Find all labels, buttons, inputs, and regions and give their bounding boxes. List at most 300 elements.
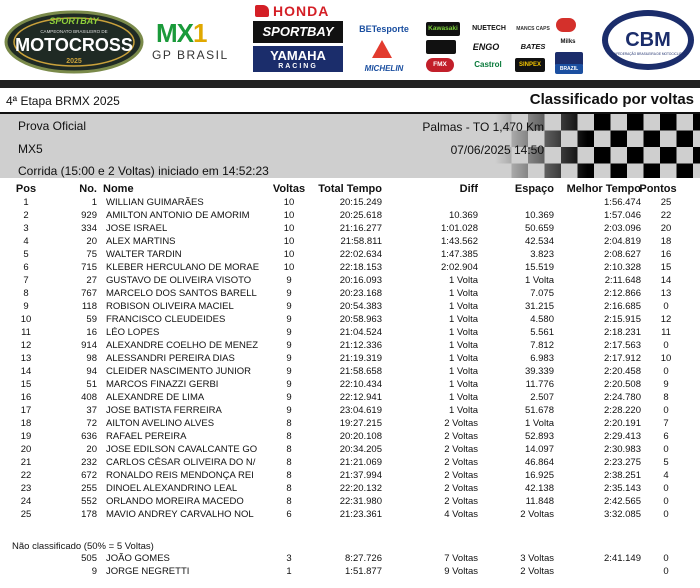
table-row xyxy=(0,443,700,456)
cell-no: 98 xyxy=(86,353,97,364)
cell-total: 19:27.215 xyxy=(339,418,382,429)
cell-total: 20:58.963 xyxy=(339,314,382,325)
cell-melhor: 2:15.915 xyxy=(604,314,641,325)
cbm-logo xyxy=(600,8,696,72)
table-row xyxy=(0,261,700,274)
not-classified-table-body xyxy=(0,552,700,578)
cell-espaco: 3 Voltas xyxy=(520,553,554,564)
cell-espaco: 31.215 xyxy=(524,301,554,312)
table-row xyxy=(0,565,700,578)
cell-melhor: 2:20.191 xyxy=(604,418,641,429)
event-header xyxy=(0,88,700,112)
nuetech-logo: NUETECH xyxy=(472,25,506,32)
honda-wing-icon xyxy=(255,5,269,17)
sinpex-logo: SINPEX xyxy=(515,58,545,72)
cell-name: AILTON AVELINO ALVES xyxy=(106,418,215,429)
cell-diff: 2:02.904 xyxy=(441,262,478,273)
cell-pontos: 0 xyxy=(663,509,669,520)
cell-no: 1 xyxy=(91,197,97,208)
cell-total: 20:34.205 xyxy=(339,444,382,455)
cell-name: JORGE NEGRETTI xyxy=(106,566,190,577)
cell-pontos: 4 xyxy=(663,470,669,481)
cell-melhor: 2:17.563 xyxy=(604,340,641,351)
cell-melhor: 2:24.780 xyxy=(604,392,641,403)
cell-name: DINOEL ALEXANDRINO LEAL xyxy=(106,483,238,494)
cell-pos: 16 xyxy=(20,392,32,403)
cell-espaco: 11.848 xyxy=(525,496,554,507)
race-info-panel xyxy=(0,112,700,178)
cell-name: MARCOS FINAZZI GERBI xyxy=(106,379,219,390)
cell-diff: 1:01.028 xyxy=(441,223,478,234)
cell-melhor: 2:42.565 xyxy=(604,496,641,507)
cell-voltas: 10 xyxy=(283,223,295,234)
cell-pos: 17 xyxy=(20,405,32,416)
table-row xyxy=(0,552,700,565)
cell-voltas: 9 xyxy=(286,327,292,338)
cell-no: 20 xyxy=(86,236,97,247)
cell-pos: 24 xyxy=(20,496,32,507)
cell-no: 20 xyxy=(86,444,97,455)
col-header-no: No. xyxy=(79,183,97,195)
prova-label: Prova Oficial xyxy=(18,119,87,133)
cell-name: ALEXANDRE COELHO DE MENEZ xyxy=(106,340,259,351)
cell-pontos: 7 xyxy=(663,418,669,429)
cell-no: 334 xyxy=(81,223,97,234)
cell-pos: 2 xyxy=(23,210,29,221)
event-title: 4ª Etapa BRMX 2025 xyxy=(6,94,120,108)
table-row xyxy=(0,508,700,521)
table-row xyxy=(0,300,700,313)
cell-name: JOSE EDILSON CAVALCANTE GO xyxy=(106,444,258,455)
cell-melhor: 2:16.685 xyxy=(604,301,641,312)
cell-espaco: 51.678 xyxy=(524,405,554,416)
cell-pos: 14 xyxy=(20,366,32,377)
cell-voltas: 8 xyxy=(286,470,292,481)
cell-melhor: 2:20.508 xyxy=(604,379,641,390)
cell-pos: 9 xyxy=(23,301,29,312)
table-row xyxy=(0,404,700,417)
cell-pontos: 16 xyxy=(660,249,672,260)
cell-total: 22:18.153 xyxy=(339,262,382,273)
cell-no: 636 xyxy=(81,431,97,442)
cell-voltas: 9 xyxy=(286,392,292,403)
cell-melhor: 2:28.220 xyxy=(604,405,641,416)
cell-melhor: 2:17.912 xyxy=(604,353,641,364)
cell-pontos: 10 xyxy=(660,353,672,364)
cell-no: 75 xyxy=(86,249,97,260)
cell-name: ALESSANDRI PEREIRA DIAS xyxy=(106,353,235,364)
cell-pos: 6 xyxy=(23,262,29,273)
cell-espaco: 42.138 xyxy=(524,483,554,494)
table-row xyxy=(0,378,700,391)
results-table-body xyxy=(0,196,700,521)
col-header-espaco: Espaço xyxy=(514,183,554,195)
cell-voltas: 9 xyxy=(286,301,292,312)
cell-pontos: 20 xyxy=(660,223,672,234)
logo-sportbay-text: SPORTBAY xyxy=(49,16,99,26)
cell-pos: 20 xyxy=(20,444,32,455)
cell-name: JOÃO GOMES xyxy=(106,553,170,564)
cell-no: 118 xyxy=(81,301,97,312)
cell-total: 21:16.277 xyxy=(339,223,382,234)
cell-pontos: 0 xyxy=(663,553,669,564)
cell-diff: 9 Voltas xyxy=(444,566,478,577)
cell-name: ALEX MARTINS xyxy=(106,236,176,247)
sponsor-badge-1 xyxy=(426,40,456,54)
motocross-championship-logo xyxy=(4,8,144,74)
cell-espaco: 52.893 xyxy=(524,431,554,442)
cell-pontos: 9 xyxy=(663,379,669,390)
honda-text: HONDA xyxy=(273,3,330,19)
table-row xyxy=(0,469,700,482)
cell-melhor: 2:38.251 xyxy=(604,470,641,481)
betesporte-logo: BETesporte xyxy=(359,24,409,34)
cell-melhor: 2:41.149 xyxy=(604,553,641,564)
table-row xyxy=(0,313,700,326)
cbm-text: CBM xyxy=(625,29,671,51)
cell-pos: 11 xyxy=(21,327,31,338)
cell-espaco: 3.823 xyxy=(530,249,554,260)
cell-name: KLEBER HERCULANO DE MORAE xyxy=(106,262,260,273)
cell-name: LÉO LOPES xyxy=(106,327,160,338)
cell-diff: 1 Volta xyxy=(448,392,478,403)
cell-melhor: 2:11.648 xyxy=(604,275,641,286)
cell-espaco: 39.339 xyxy=(524,366,554,377)
cell-voltas: 8 xyxy=(286,483,292,494)
cell-pontos: 0 xyxy=(663,301,669,312)
cell-melhor: 2:23.275 xyxy=(604,457,641,468)
cell-no: 94 xyxy=(86,366,97,377)
cell-total: 21:37.994 xyxy=(339,470,382,481)
cell-name: WILLIAN GUIMARÃES xyxy=(106,197,204,208)
table-row xyxy=(0,417,700,430)
cell-melhor: 2:35.143 xyxy=(604,483,641,494)
cell-diff: 1 Volta xyxy=(448,340,478,351)
cell-pos: 1 xyxy=(23,197,29,208)
cell-diff: 4 Voltas xyxy=(444,509,478,520)
cell-diff: 1 Volta xyxy=(448,314,478,325)
cell-voltas: 9 xyxy=(286,340,292,351)
fmx-logo: FMX xyxy=(426,58,454,72)
cell-pontos: 5 xyxy=(663,457,669,468)
cell-total: 22:12.941 xyxy=(339,392,382,403)
kawasaki-logo: Kawasaki xyxy=(426,22,460,36)
cell-voltas: 9 xyxy=(286,314,292,325)
cell-total: 21:58.811 xyxy=(340,236,382,247)
col-header-total: Total Tempo xyxy=(318,183,382,195)
cell-pos: 3 xyxy=(23,223,29,234)
cell-melhor: 1:57.046 xyxy=(604,210,641,221)
table-row xyxy=(0,430,700,443)
cell-voltas: 10 xyxy=(283,262,295,273)
table-row xyxy=(0,222,700,235)
cell-no: 255 xyxy=(81,483,97,494)
cell-espaco: 46.864 xyxy=(524,457,554,468)
cell-diff: 2 Voltas xyxy=(444,483,478,494)
table-row xyxy=(0,248,700,261)
castrol-logo: Castrol xyxy=(474,60,502,69)
cell-pos: 18 xyxy=(20,418,32,429)
cell-name: ORLANDO MOREIRA MACEDO xyxy=(106,496,244,507)
cell-name: WALTER TARDIN xyxy=(106,249,182,260)
cell-no: 408 xyxy=(81,392,97,403)
cell-voltas: 8 xyxy=(286,431,292,442)
report-type-title: Classificado por voltas xyxy=(529,91,694,108)
cell-espaco: 2 Voltas xyxy=(520,509,554,520)
cell-voltas: 10 xyxy=(283,210,295,221)
venue-label: Palmas - TO 1,470 Km xyxy=(422,120,544,134)
cell-diff: 1:43.562 xyxy=(441,236,478,247)
cell-pos: 22 xyxy=(20,470,32,481)
cell-pontos: 0 xyxy=(663,566,669,577)
table-row xyxy=(0,235,700,248)
cell-voltas: 10 xyxy=(283,197,295,208)
table-row xyxy=(0,482,700,495)
cell-diff: 1 Volta xyxy=(448,405,478,416)
cell-espaco: 7.075 xyxy=(530,288,554,299)
cell-espaco: 1 Volta xyxy=(524,418,554,429)
cell-total: 8:27.726 xyxy=(345,553,382,564)
honda-logo xyxy=(255,3,355,19)
cell-total: 21:04.524 xyxy=(339,327,382,338)
cell-name: RAFAEL PEREIRA xyxy=(106,431,187,442)
cell-pos: 12 xyxy=(20,340,32,351)
cell-no: 929 xyxy=(81,210,97,221)
cell-pos: 15 xyxy=(20,379,32,390)
cell-pos: 4 xyxy=(23,236,29,247)
cell-espaco: 14.097 xyxy=(524,444,554,455)
yamaha-logo xyxy=(253,46,343,72)
yamaha-racing-text: RACING xyxy=(278,63,318,70)
cell-pontos: 0 xyxy=(663,483,669,494)
col-header-pos: Pos xyxy=(15,183,37,195)
milks-logo: Milks xyxy=(560,39,576,45)
cell-pos: 23 xyxy=(20,483,32,494)
cell-pontos: 14 xyxy=(660,275,672,286)
cell-pontos: 15 xyxy=(660,262,672,273)
col-header-name: Nome xyxy=(103,183,134,195)
table-row xyxy=(0,287,700,300)
cell-pontos: 22 xyxy=(660,210,672,221)
cell-diff: 2 Voltas xyxy=(444,418,478,429)
cell-pos: 25 xyxy=(20,509,32,520)
cell-total: 21:21.069 xyxy=(339,457,382,468)
cell-pos: 21 xyxy=(20,457,32,468)
cell-total: 21:12.336 xyxy=(339,340,382,351)
sponsor-round-logo xyxy=(556,18,576,32)
cell-total: 20:23.168 xyxy=(339,288,382,299)
cell-espaco: 10.369 xyxy=(524,210,554,221)
mx1-one-text: 1 xyxy=(193,18,207,48)
cell-pos: 13 xyxy=(20,353,32,364)
cell-pontos: 0 xyxy=(663,340,669,351)
table-row xyxy=(0,196,700,209)
cell-no: 505 xyxy=(81,553,97,564)
cell-name: ALEXANDRE DE LIMA xyxy=(106,392,205,403)
bates-logo: BATES xyxy=(520,42,546,51)
cell-pontos: 11 xyxy=(661,327,671,338)
col-header-diff: Diff xyxy=(459,183,478,195)
cell-melhor: 2:10.328 xyxy=(604,262,641,273)
cell-voltas: 3 xyxy=(286,553,292,564)
brazil-logo: BRAZIL xyxy=(555,64,583,74)
cell-voltas: 1 xyxy=(286,566,292,577)
cell-voltas: 10 xyxy=(283,249,295,260)
cell-diff: 7 Voltas xyxy=(444,553,478,564)
warning-triangle-icon xyxy=(372,40,392,58)
cell-pontos: 0 xyxy=(663,496,669,507)
cell-total: 21:19.319 xyxy=(339,353,382,364)
cell-voltas: 10 xyxy=(283,236,295,247)
cell-diff: 10.369 xyxy=(448,210,478,221)
cell-melhor: 3:32.085 xyxy=(604,509,641,520)
cell-pontos: 8 xyxy=(663,392,669,403)
cell-espaco: 42.534 xyxy=(524,236,554,247)
table-row xyxy=(0,456,700,469)
cell-pontos: 25 xyxy=(660,197,672,208)
cell-name: GUSTAVO DE OLIVEIRA VISOTO xyxy=(106,275,252,286)
cell-name: JOSE ISRAEL xyxy=(106,223,168,234)
cell-espaco: 16.925 xyxy=(524,470,554,481)
michelin-logo: MICHELIN xyxy=(364,64,404,73)
sponsor-banner xyxy=(0,0,700,80)
col-header-melhor: Melhor Tempo xyxy=(566,183,641,195)
cell-no: 51 xyxy=(86,379,97,390)
cell-voltas: 9 xyxy=(286,405,292,416)
cell-total: 1:51.877 xyxy=(345,566,382,577)
cell-espaco: 2 Voltas xyxy=(520,566,554,577)
mx1-gp-brasil-text: GP BRASIL xyxy=(152,48,229,62)
cell-voltas: 6 xyxy=(286,509,292,520)
cell-name: CARLOS CÉSAR OLIVEIRA DO N/ xyxy=(106,457,256,468)
cell-voltas: 8 xyxy=(286,418,292,429)
cell-no: 715 xyxy=(81,262,97,273)
cell-espaco: 5.561 xyxy=(530,327,554,338)
sportbay-logo: SPORTBAY xyxy=(253,21,343,43)
cell-name: JOSE BATISTA FERREIRA xyxy=(106,405,222,416)
table-row xyxy=(0,352,700,365)
col-header-pontos: Pontos xyxy=(639,183,677,195)
cell-diff: 1 Volta xyxy=(448,288,478,299)
cell-pontos: 0 xyxy=(663,366,669,377)
cell-diff: 1:47.385 xyxy=(441,249,478,260)
cell-melhor: 2:30.983 xyxy=(604,444,641,455)
race-description: Corrida (15:00 e 2 Voltas) iniciado em 14:52:23 xyxy=(18,164,269,178)
cell-melhor: 2:04.819 xyxy=(604,236,641,247)
cell-no: 178 xyxy=(81,509,97,520)
cell-voltas: 8 xyxy=(286,457,292,468)
cell-pontos: 13 xyxy=(660,288,672,299)
cell-no: 72 xyxy=(86,418,97,429)
cell-no: 16 xyxy=(86,327,97,338)
logo-motocross-text: MOTOCROSS xyxy=(15,35,133,55)
cell-no: 59 xyxy=(86,314,97,325)
cell-no: 552 xyxy=(81,496,97,507)
cell-total: 20:16.093 xyxy=(339,275,382,286)
cell-name: AMILTON ANTONIO DE AMORIM xyxy=(106,210,250,221)
cell-name: RONALDO REIS MENDONÇA REI xyxy=(106,470,254,481)
cell-melhor: 2:03.096 xyxy=(604,223,641,234)
cell-melhor: 2:12.866 xyxy=(604,288,641,299)
cell-pos: 7 xyxy=(23,275,29,286)
cell-voltas: 9 xyxy=(286,288,292,299)
cell-pontos: 18 xyxy=(660,236,672,247)
cell-diff: 2 Voltas xyxy=(444,431,478,442)
race-date: 07/06/2025 14:50 xyxy=(450,143,544,157)
cell-diff: 2 Voltas xyxy=(444,496,478,507)
cell-pontos: 12 xyxy=(660,314,672,325)
cell-total: 20:54.383 xyxy=(339,301,382,312)
logo-year-text: 2025 xyxy=(66,58,82,65)
cell-pontos: 6 xyxy=(663,431,669,442)
cell-voltas: 8 xyxy=(286,444,292,455)
cell-pontos: 0 xyxy=(663,444,669,455)
cell-name: ROBISON OLIVEIRA MACIEL xyxy=(106,301,234,312)
table-row xyxy=(0,495,700,508)
banner-divider xyxy=(0,80,700,88)
cell-total: 22:02.634 xyxy=(339,249,382,260)
cell-no: 672 xyxy=(81,470,97,481)
cell-diff: 1 Volta xyxy=(448,366,478,377)
category-label: MX5 xyxy=(18,142,43,156)
cell-diff: 2 Voltas xyxy=(444,470,478,481)
cell-melhor: 1:56.474 xyxy=(604,197,641,208)
cell-voltas: 9 xyxy=(286,366,292,377)
table-row xyxy=(0,365,700,378)
cell-total: 22:20.132 xyxy=(339,483,382,494)
cell-voltas: 9 xyxy=(286,353,292,364)
cell-melhor: 2:29.413 xyxy=(604,431,641,442)
cell-espaco: 1 Volta xyxy=(524,275,554,286)
cell-espaco: 7.812 xyxy=(530,340,554,351)
cbm-subtitle-text: CONFEDERAÇÃO BRASILEIRA DE MOTOCICLISMO xyxy=(609,52,687,56)
cell-voltas: 9 xyxy=(286,275,292,286)
cell-melhor: 2:20.458 xyxy=(604,366,641,377)
cell-voltas: 9 xyxy=(286,379,292,390)
cell-diff: 1 Volta xyxy=(448,327,478,338)
table-row xyxy=(0,391,700,404)
cell-pos: 10 xyxy=(20,314,32,325)
mx1-logo xyxy=(150,10,245,68)
cell-name: CLEIDER NASCIMENTO JUNIOR xyxy=(106,366,251,377)
mx1-mx-text: MX xyxy=(156,18,193,48)
cell-diff: 2 Voltas xyxy=(444,444,478,455)
cell-no: 9 xyxy=(91,566,97,577)
cell-melhor: 2:08.627 xyxy=(604,249,641,260)
cell-diff: 1 Volta xyxy=(448,275,478,286)
cell-pos: 8 xyxy=(23,288,29,299)
cell-total: 22:31.980 xyxy=(339,496,382,507)
cell-diff: 1 Volta xyxy=(448,379,478,390)
not-classified-label: Não classificado (50% = 5 Voltas) xyxy=(12,541,154,552)
engo-logo: ENGO xyxy=(472,42,500,52)
cell-espaco: 2.507 xyxy=(530,392,554,403)
table-row xyxy=(0,274,700,287)
cell-espaco: 6.983 xyxy=(530,353,554,364)
cell-name: MARCELO DOS SANTOS BARELL xyxy=(106,288,257,299)
cell-pontos: 0 xyxy=(663,405,669,416)
table-row xyxy=(0,326,700,339)
table-row xyxy=(0,339,700,352)
cell-pos: 5 xyxy=(23,249,29,260)
cell-diff: 1 Volta xyxy=(448,301,478,312)
yamaha-text: YAMAHA xyxy=(270,48,326,63)
cell-name: FRANCISCO CLEUDEIDES xyxy=(106,314,226,325)
cell-diff: 2 Voltas xyxy=(444,457,478,468)
cell-total: 23:04.619 xyxy=(339,405,382,416)
cell-voltas: 8 xyxy=(286,496,292,507)
mancs-caps-logo: MANCS CAPS xyxy=(516,26,550,32)
